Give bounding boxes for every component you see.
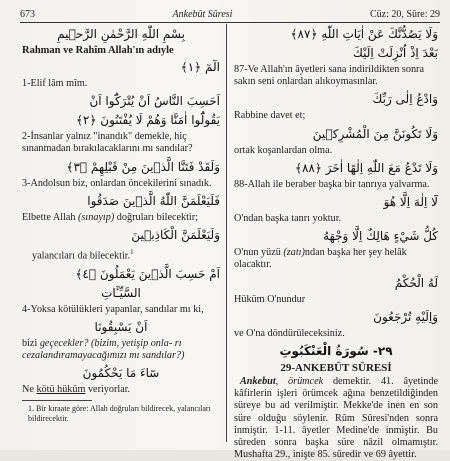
basmala-arabic: بِسْمِ اللّٰهِ الرَّحْمٰنِ الرَّح۪يمِ (57, 27, 185, 41)
verse-4-arabic-3: سَٓاءَ مَا يَحْكُمُونَ (82, 366, 160, 381)
footnote-rule (22, 400, 92, 401)
text-run: Elbette Allah (22, 211, 76, 223)
verse-3-translation-2 (22, 212, 220, 224)
page-header (20, 8, 440, 21)
footnote (28, 404, 220, 423)
verse-88-arabic-2: لَٓا اِلٰهَ اِلَّا هُوَ (383, 195, 438, 210)
column-divider (226, 24, 227, 442)
verse-3-arabic: وَلَقَدْ فَتَنَّا الَّذ۪ينَ مِنْ قَبْلِهِمْ ﴿٣﴾ (66, 159, 220, 174)
sura-intro (234, 376, 438, 461)
verse-3-arabic-2: فَلَيَعْلَمَنَّ اللّٰهُ الَّذ۪ينَ صَدَقُوا (87, 193, 220, 208)
sura-title: 29-ANKEBÛT SÛRESİ (280, 362, 392, 375)
verse-88-translation-2: O'ndan başka tanrı yoktur. (234, 213, 342, 225)
verse-2-arabic: اَحَسِبَ النَّاسُ اَنْ يُتْرَكُٓوا اَنْ (89, 94, 220, 109)
text-run: veriyorlar. (87, 384, 131, 396)
header-rule (20, 22, 440, 23)
verse-4-translation-2 (22, 338, 220, 362)
page-number: 673 (20, 9, 35, 20)
italic-run: , örümcek (275, 376, 324, 388)
verse-2-arabic-cont: يَقُولُٓوا اٰمَنَّا وَهُمْ لَا يُفْتَنُونَ ﴿٢﴾ (75, 113, 220, 128)
basmala-translation: Rahman ve Rahîm Allah'ın adıyle (22, 45, 174, 56)
verse-4-arabic-2: اَنْ يَسْبِقُونَا (94, 319, 148, 334)
text-run: yalancıları da bilecektir. (32, 250, 131, 262)
text-run: ndan başka her şey helâk olacaktır. (234, 247, 407, 271)
verse-87-arabic-3: وَلَا تَكُونَنَّ مِنَ الْمُشْرِك۪ينَ (312, 126, 438, 141)
underlined-run: kötü hüküm (36, 384, 86, 396)
left-column (22, 26, 220, 444)
verse-87-translation-3: ortak koşanlardan olma. (234, 144, 333, 156)
verse-87-arabic-cont: بَعْدَ اِذْ اُنْزِلَتْ اِلَيْكَ (352, 46, 438, 60)
italic-run: geçecekler? (bizim, yetişip onla- rı cezalandıramayacağımızı mı sandılar?) (22, 337, 185, 362)
verse-1-translation: 1-Elif lâm mîm. (22, 78, 88, 89)
footnote-number: 1. (28, 404, 34, 414)
text-run: bizi (22, 337, 38, 349)
text-run: O'nun yüzü (234, 247, 281, 259)
verse-88-arabic-3: كُلُّ شَيْءٍ هَالِكٌ اِلَّا وَجْهَهُ (323, 229, 438, 244)
italic-run: Ankebut (240, 376, 276, 388)
verse-88-arabic: وَلَا تَدْعُ مَعَ اللّٰهِ اِلٰهًا اٰخَرَ ﴿٨٨﴾ (294, 160, 438, 175)
sura-name-header: Ankebût Sûresi (172, 9, 233, 20)
verse-4-arabic-cont: السَّيِّـَٔاتِ (101, 285, 141, 300)
footnote-marker: 1 (130, 248, 134, 257)
verse-87-arabic-2: وَادْعُ اِلٰى رَبِّكَ (372, 92, 438, 107)
verse-3-arabic-3: وَلَيَعْلَمَنَّ الْكَاذِب۪ينَ (131, 228, 220, 243)
text-run: demektir. 41. âyetinde kâfirlerin işleri örümcek ağına benzetildiğinden süreye bu ad verilmiştir. Mekke'de inen en son süre olduğu söylenir. Rûm Sûresi'nden sonra inmiştir. 1-11. âyetler Medine'de inmiştir. Bu sûreden sonra başka süre nâzil olmamıştır. Mushafta 29., inişte 85. sûredir ve 69 âyettir. (234, 376, 439, 461)
verse-3-translation-3 (22, 246, 220, 263)
verse-3-translation: 3-Andolsun biz, onlardan öncekilerini sınadık. (22, 177, 212, 189)
verse-1-arabic: الٓمٓ ﴿١﴾ (180, 60, 220, 74)
text-run: doğruları bilecektir; (116, 211, 198, 223)
italic-run: (zatı) (283, 247, 305, 259)
verse-88-translation: 88-Allah ile beraber başka bir tanrıya yalvarma. (234, 178, 430, 190)
verse-2-translation: 2-İnsanlar yalnız "inandık" demekle, hiç sınanmadan bırakılacaklarını mı sandılar? (22, 131, 193, 155)
verse-88-arabic-4: لَهُ الْحُكْمُ (394, 275, 438, 290)
verse-4-arabic: اَمْ حَسِبَ الَّذ۪ينَ يَعْمَلُونَ ﴿٤﴾ (75, 266, 220, 281)
footnote-text: Bir kıraate göre: Allah doğruları bildirecek, yalancıları bildirecektir. (28, 404, 211, 423)
text-run: Ne (22, 384, 34, 396)
verse-87-translation-2: Rabbine davet et; (234, 110, 306, 122)
verse-87-arabic: وَلَا يَصُدُّنَّكَ عَنْ اٰيَاتِ اللّٰهِ ﴿٨٧﴾ (290, 27, 438, 41)
italic-run: (sınayıp) (78, 211, 115, 223)
verse-87-translation: 87-Ve Allah'ın âyetleri sana indirildikten sonra sakın seni onlardan alıkoymasınlar. (234, 64, 424, 88)
right-column (234, 26, 439, 461)
sura-arabic-title: ٢٩- سُورَةُ الْعَنْكَبُوتِ (279, 344, 393, 359)
verse-88-translation-3 (234, 247, 438, 271)
verse-88-arabic-5: وَاِلَيْهِ تُرْجَعُونَ (373, 309, 438, 324)
verse-88-translation-5: ve O'na döndürüleceksiniz. (234, 327, 345, 339)
verse-4-translation: 4-Yoksa kötülükleri yapanlar, sandılar mı ki, (22, 303, 204, 315)
verse-4-translation-3 (22, 384, 220, 396)
verse-88-translation-4: Hüküm O'nundur (234, 293, 306, 305)
juz-sura-label: Cüz: 20, Sûre: 29 (370, 9, 440, 20)
